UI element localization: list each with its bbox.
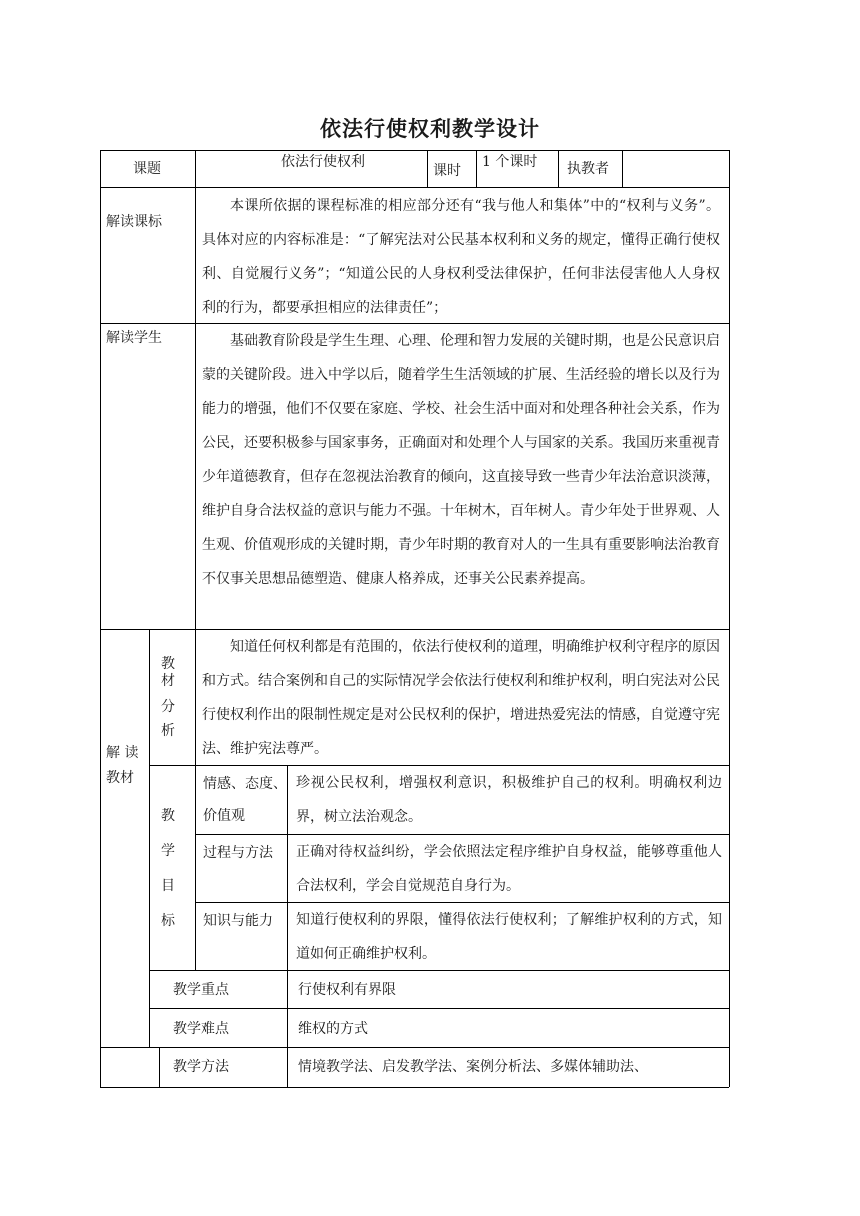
students-label: 解读学生 bbox=[106, 330, 162, 346]
goal-label-line2: 价值观 bbox=[203, 808, 245, 824]
key-point-label: 教学重点 bbox=[173, 982, 229, 998]
difficulty-value: 维权的方式 bbox=[298, 1021, 368, 1037]
goal-text: 正确对待权益纠纷，学会依照法定程序维护自身权益，能够尊重他人合法权利，学会自觉规范自身行为。 bbox=[296, 844, 722, 894]
topic-label: 课题 bbox=[133, 161, 161, 177]
goal-label-line1: 过程与方法 bbox=[203, 845, 273, 861]
teacher-label: 执教者 bbox=[567, 161, 609, 177]
textbook-label-line2: 教材 bbox=[106, 770, 134, 786]
topic-value: 依法行使权利 bbox=[281, 154, 365, 170]
curriculum-label: 解读课标 bbox=[106, 214, 162, 230]
hours-value: 1 个课时 bbox=[482, 154, 538, 170]
students-text: 基础教育阶段是学生生理、心理、伦理和智力发展的关键时期，也是公民意识启蒙的关键阶段。进入中学以后，随着学生生活领域的扩展、生活经验的增长以及行为能力的增强，他们不仅要在家庭、学校、社会生活中面对和处理各种社会关系，作为公民，还要积极参与国家事务，正确面对和处理个人与国家的关系。我国历来重视青少年道德教育，但存在忽视法治教育的倾向，这直接导致一些青少年法治意识淡薄，维护自身合法权益的意识与能力不强。十年树木，百年树人。青少年处于世界观、人生观、价值观形成的关键时期，青少年时期的教育对人的一生具有重要影响法治教育不仅事关思想品德塑造、健康人格养成，还事关公民素养提高。 bbox=[202, 333, 720, 587]
method-label: 教学方法 bbox=[173, 1059, 229, 1075]
document-title: 依法行使权利教学设计 bbox=[320, 117, 540, 141]
hours-label: 课时 bbox=[433, 163, 461, 179]
curriculum-text: 本课所依据的课程标准的相应部分还有“我与他人和集体”中的“权利与义务”。具体对应的内容标准是：“了解宪法对公民基本权利和义务的规定，懂得正确行使权利、自觉履行义务”；“知道公民的人身权利受法律保护，任何非法侵害他人人身权利的行为，都要承担相应的法律责任”； bbox=[202, 198, 720, 316]
method-value: 情境教学法、启发教学法、案例分析法、多媒体辅助法、 bbox=[298, 1059, 648, 1075]
goal-text: 珍视公民权利，增强权利意识，积极维护自己的权利。明确权利边界，树立法治观念。 bbox=[296, 775, 722, 825]
difficulty-label: 教学难点 bbox=[173, 1021, 229, 1037]
textbook-label-line1: 解 读 bbox=[106, 745, 139, 761]
goal-label-line1: 情感、态度、 bbox=[203, 776, 287, 792]
analysis-text: 知道任何权利都是有范围的，依法行使权利的道理，明确维护权利守程序的原因和方式。结合案例和自己的实际情况学会依法行使权利和维护权利，明白宪法对公民行使权利作出的限制性规定是对公民权利的保护，增进热爱宪法的情感，自觉遵守宪法、维护宪法尊严。 bbox=[202, 639, 720, 757]
key-point-value: 行使权利有界限 bbox=[298, 982, 396, 998]
goal-label-line1: 知识与能力 bbox=[203, 913, 273, 929]
goal-text: 知道行使权利的界限，懂得依法行使权利；了解维护权利的方式，知道如何正确维护权利。 bbox=[296, 912, 722, 962]
